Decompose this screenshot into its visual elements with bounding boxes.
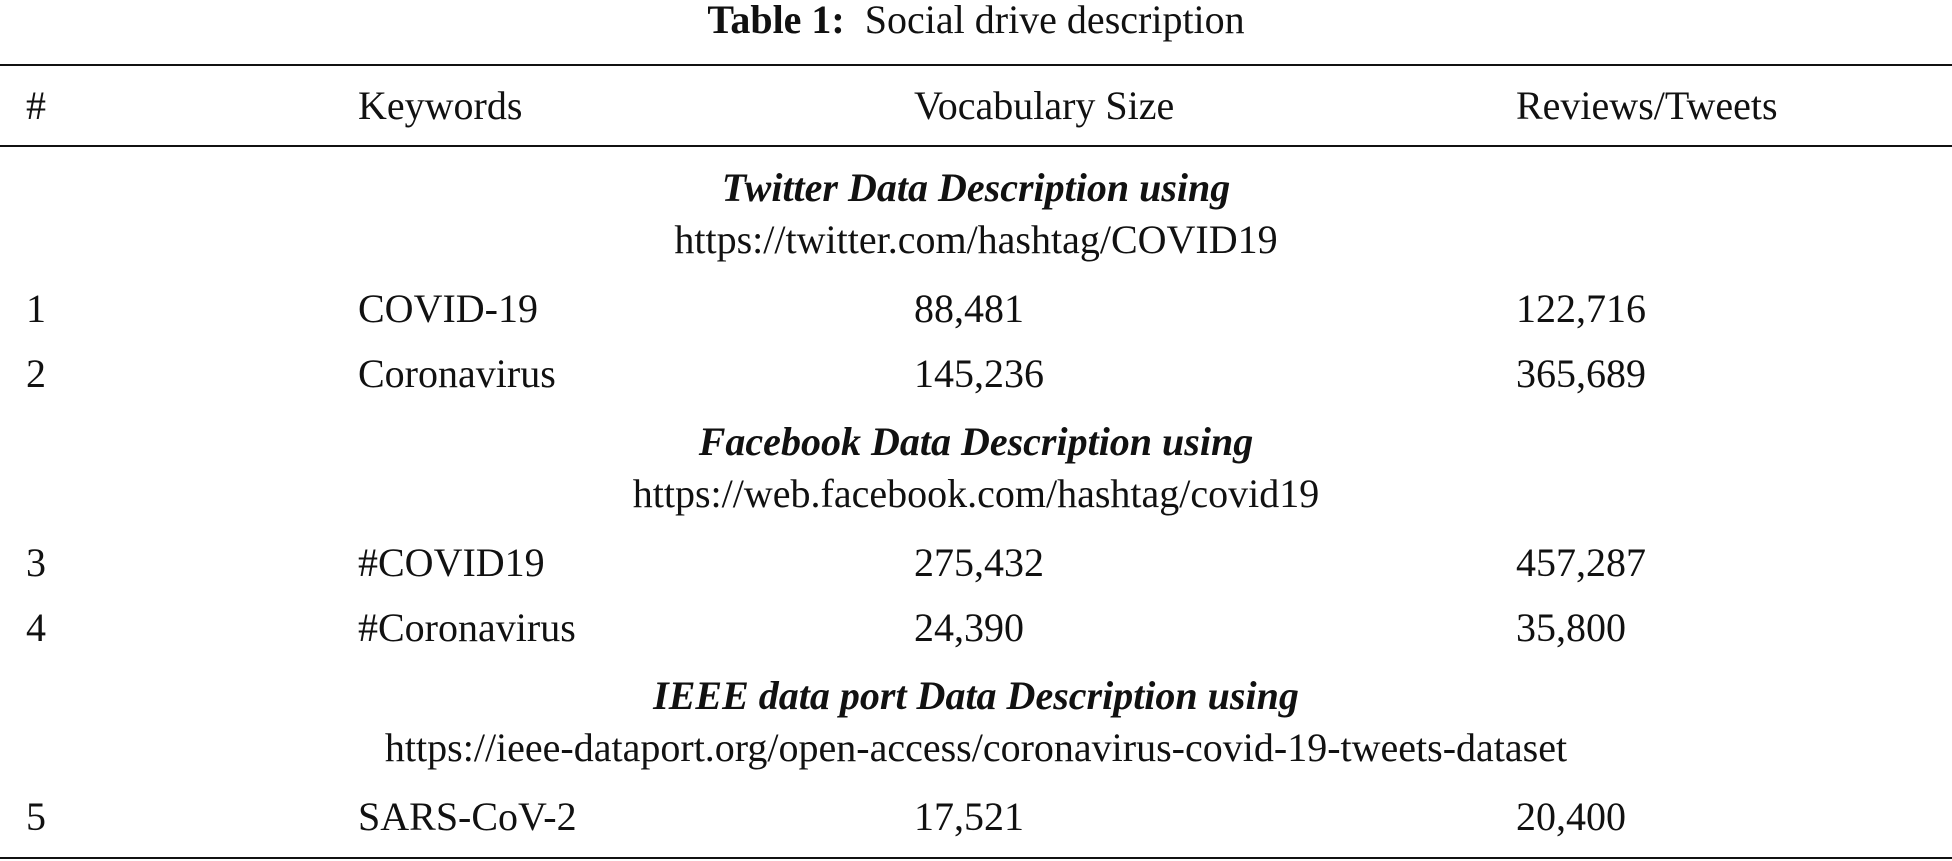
section-url: https://twitter.com/hashtag/COVID19	[674, 217, 1278, 262]
row-keyword: COVID-19	[358, 286, 538, 331]
column-header-reviews-tweets: Reviews/Tweets	[1516, 83, 1778, 128]
section-title: Facebook Data Description using	[698, 419, 1254, 464]
row-reviews-tweets: 20,400	[1516, 794, 1626, 839]
table-row	[0, 538, 1952, 588]
column-header-keywords: Keywords	[358, 83, 523, 128]
table-bottom-rule	[0, 857, 1952, 859]
row-reviews-tweets: 365,689	[1516, 351, 1646, 396]
table-row	[0, 792, 1952, 842]
row-keyword: #COVID19	[358, 540, 545, 585]
table-row	[0, 603, 1952, 653]
section-url: https://web.facebook.com/hashtag/covid19	[632, 471, 1320, 516]
row-keyword: #Coronavirus	[358, 605, 576, 650]
row-number: 3	[26, 540, 46, 585]
table-header-rule	[0, 145, 1952, 147]
table-caption	[0, 0, 1952, 40]
row-vocabulary-size: 145,236	[914, 351, 1044, 396]
row-vocabulary-size: 88,481	[914, 286, 1024, 331]
section-header-facebook	[0, 416, 1952, 520]
caption-label: Table 1:	[707, 0, 845, 42]
row-vocabulary-size: 275,432	[914, 540, 1044, 585]
column-header-vocabulary-size: Vocabulary Size	[914, 83, 1175, 128]
row-reviews-tweets: 35,800	[1516, 605, 1626, 650]
row-keyword: SARS-CoV-2	[358, 794, 577, 839]
section-title: Twitter Data Description using	[721, 165, 1231, 210]
row-number: 4	[26, 605, 46, 650]
section-header-ieee	[0, 670, 1952, 774]
row-reviews-tweets: 122,716	[1516, 286, 1646, 331]
row-reviews-tweets: 457,287	[1516, 540, 1646, 585]
column-header-number: #	[26, 83, 46, 128]
section-header-twitter	[0, 162, 1952, 266]
row-keyword: Coronavirus	[358, 351, 556, 396]
section-title: IEEE data port Data Description using	[653, 673, 1299, 718]
caption-text: Social drive description	[864, 0, 1245, 42]
table-header-row	[0, 81, 1952, 131]
section-url: https://ieee-dataport.org/open-access/coronavirus-covid-19-tweets-dataset	[384, 725, 1568, 770]
table-row	[0, 284, 1952, 334]
table-top-rule	[0, 64, 1952, 66]
row-vocabulary-size: 17,521	[914, 794, 1024, 839]
row-vocabulary-size: 24,390	[914, 605, 1024, 650]
row-number: 2	[26, 351, 46, 396]
table-row	[0, 349, 1952, 399]
row-number: 1	[26, 286, 46, 331]
row-number: 5	[26, 794, 46, 839]
